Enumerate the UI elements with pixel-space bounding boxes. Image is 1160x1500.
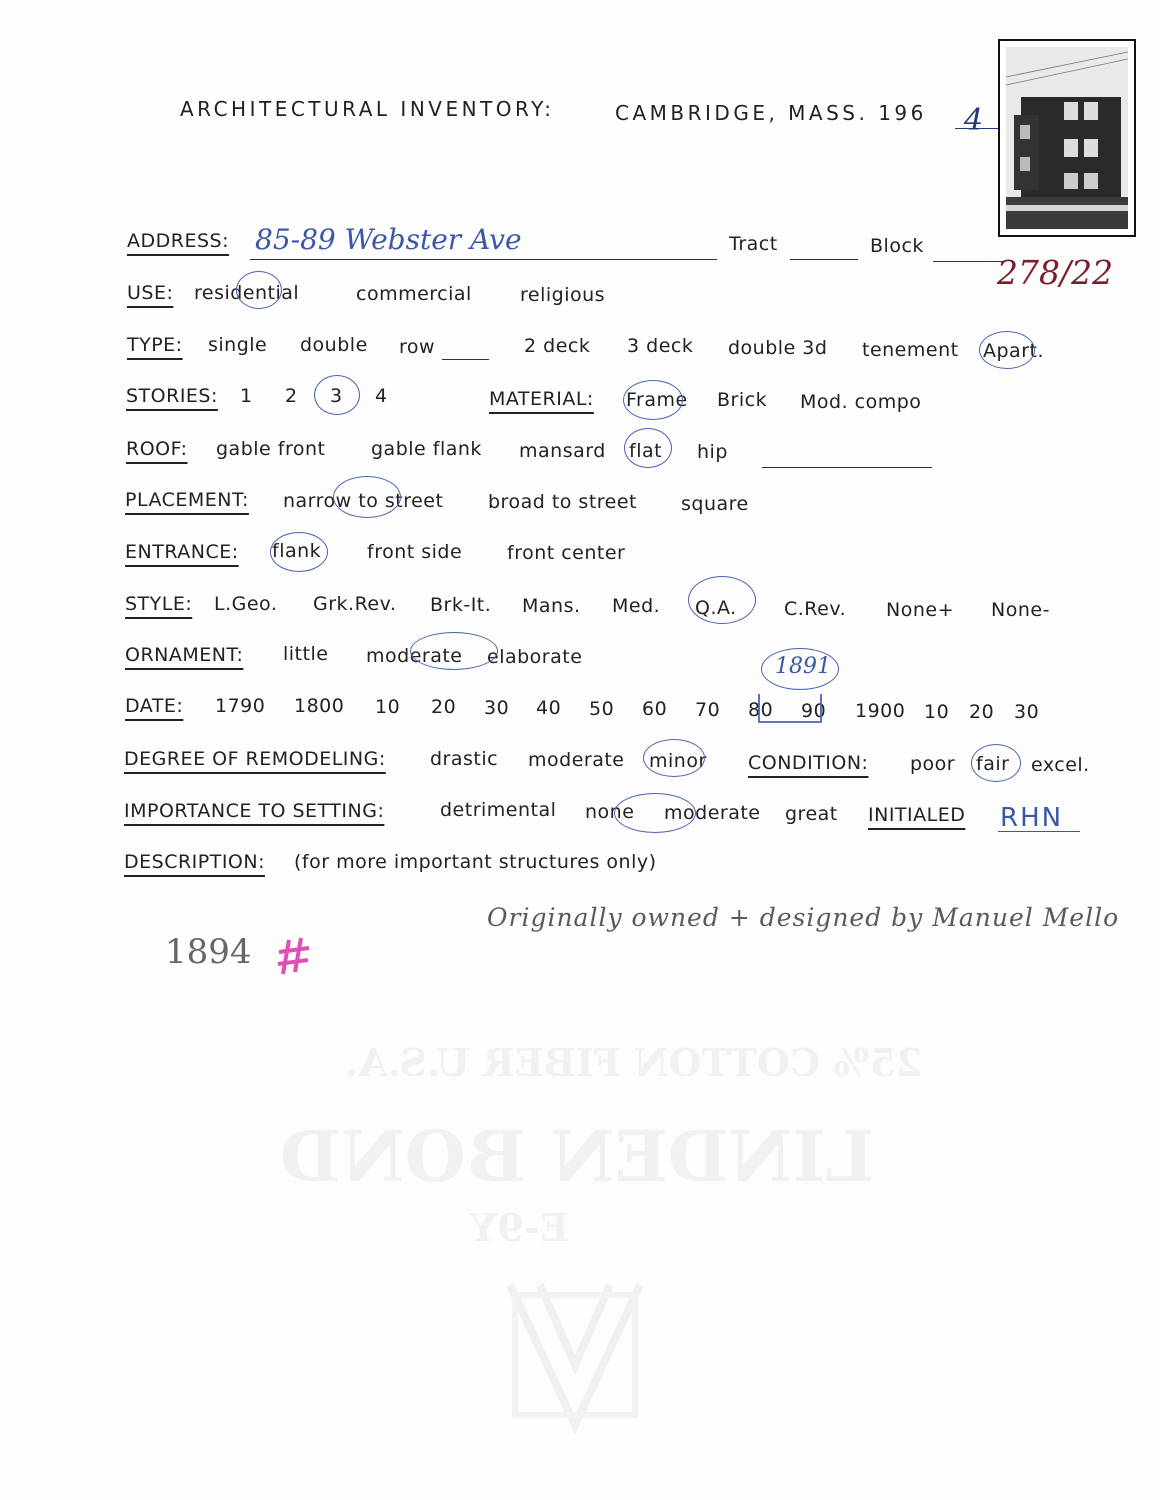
use-commercial: commercial xyxy=(356,283,472,305)
year-underline xyxy=(955,128,1000,129)
placement-label: PLACEMENT: xyxy=(125,489,249,511)
initialed-value: RHN xyxy=(1000,803,1064,833)
date-30: 30 xyxy=(484,697,510,719)
type-row: row xyxy=(399,336,436,358)
use-residential: residential xyxy=(194,282,300,304)
style-crev: C.Rev. xyxy=(784,598,847,620)
watermark-emblem xyxy=(500,1275,650,1435)
stories-2: 2 xyxy=(285,385,298,407)
type-tenement: tenement xyxy=(862,339,959,361)
date-90: 90 xyxy=(801,700,827,722)
ornament-label: ORNAMENT: xyxy=(125,644,244,666)
date-20: 20 xyxy=(431,696,457,718)
pink-hash-mark xyxy=(277,936,313,978)
block-line xyxy=(933,261,1003,262)
description-handwritten: Originally owned + designed by Manuel Mello xyxy=(487,903,1120,932)
ornament-moderate: moderate xyxy=(366,645,463,667)
entrance-front-side: front side xyxy=(367,541,463,563)
material-frame: Frame xyxy=(626,389,688,411)
date-40: 40 xyxy=(536,697,562,719)
importance-detrimental: detrimental xyxy=(440,799,557,821)
material-mod-compo: Mod. compo xyxy=(800,391,922,413)
condition-label: CONDITION: xyxy=(748,752,869,774)
type-3-deck: 3 deck xyxy=(627,335,694,357)
tract-line xyxy=(790,259,858,260)
date-20-b: 20 xyxy=(969,701,995,723)
description-year-note: 1894 xyxy=(165,932,252,972)
use-label: USE: xyxy=(127,282,174,304)
block-number: 278/22 xyxy=(997,253,1114,292)
type-label: TYPE: xyxy=(127,334,183,356)
date-50: 50 xyxy=(589,698,615,720)
placement-narrow-circle xyxy=(333,476,401,518)
stories-4: 4 xyxy=(375,385,388,407)
entrance-label: ENTRANCE: xyxy=(125,541,239,563)
address-line xyxy=(250,259,717,260)
condition-fair: fair xyxy=(976,753,1010,775)
roof-hip: hip xyxy=(697,441,728,463)
address-value: 85-89 Webster Ave xyxy=(255,223,522,256)
type-row-line xyxy=(442,359,489,360)
type-single: single xyxy=(208,334,268,356)
remodeling-drastic: drastic xyxy=(430,748,499,770)
roof-flat-circle xyxy=(624,428,672,468)
date-70: 70 xyxy=(695,699,721,721)
importance-moderate: moderate xyxy=(664,802,761,824)
importance-label: IMPORTANCE TO SETTING: xyxy=(124,800,385,822)
type-double: double xyxy=(300,334,368,356)
style-none-plus: None+ xyxy=(886,599,954,621)
date-80: 80 xyxy=(748,699,774,721)
style-med: Med. xyxy=(612,595,661,617)
style-none-minus: None- xyxy=(991,599,1050,621)
ornament-elaborate: elaborate xyxy=(487,646,583,668)
description-label: DESCRIPTION: xyxy=(124,851,266,873)
stories-1: 1 xyxy=(240,385,253,407)
block-label: Block xyxy=(870,235,924,257)
type-2-deck: 2 deck xyxy=(524,335,591,357)
material-brick: Brick xyxy=(717,389,768,411)
description-note: (for more important structures only) xyxy=(294,851,657,873)
condition-fair-circle xyxy=(971,744,1021,782)
date-1790: 1790 xyxy=(215,695,266,717)
type-double-3d: double 3d xyxy=(728,337,828,359)
entrance-front-center: front center xyxy=(507,542,626,564)
ornament-circle xyxy=(410,632,498,670)
style-label: STYLE: xyxy=(125,593,193,615)
date-handwritten-year: 1891 xyxy=(775,654,831,679)
condition-poor: poor xyxy=(910,753,956,775)
roof-label: ROOF: xyxy=(126,438,188,460)
use-religious: religious xyxy=(520,284,606,306)
roof-flat: flat xyxy=(629,440,663,462)
building-photo xyxy=(998,39,1136,237)
roof-other-line xyxy=(762,467,932,468)
stories-3-circle xyxy=(314,375,360,415)
placement-broad: broad to street xyxy=(488,491,638,513)
initialed-underline xyxy=(998,831,1080,832)
ornament-little: little xyxy=(283,643,329,665)
material-label: MATERIAL: xyxy=(489,388,594,410)
remodeling-minor: minor xyxy=(649,750,707,772)
watermark-line-3: E-9Y xyxy=(470,1205,570,1250)
importance-circle xyxy=(614,793,696,833)
remodeling-moderate: moderate xyxy=(528,749,625,771)
use-residential-circle xyxy=(236,271,282,309)
tract-label: Tract xyxy=(729,233,778,255)
date-10: 10 xyxy=(375,696,401,718)
initialed-label: INITIALED xyxy=(868,804,966,826)
style-qa-circle xyxy=(688,576,756,624)
roof-mansard: mansard xyxy=(519,440,606,462)
watermark-line-1: 25% COTTON FIBER U.S.A. xyxy=(345,1040,923,1085)
type-apart: Apart. xyxy=(983,340,1045,362)
remodeling-label: DEGREE OF REMODELING: xyxy=(124,748,386,770)
remodeling-minor-circle xyxy=(643,739,705,777)
date-60: 60 xyxy=(642,698,668,720)
roof-gable-front: gable front xyxy=(216,438,326,460)
entrance-flank-circle xyxy=(270,532,328,572)
importance-great: great xyxy=(785,803,838,825)
style-grkrev: Grk.Rev. xyxy=(313,593,397,615)
condition-excel: excel. xyxy=(1031,754,1090,776)
entrance-flank: flank xyxy=(272,540,322,562)
date-30-b: 30 xyxy=(1014,701,1040,723)
style-lgeo: L.Geo. xyxy=(214,593,278,615)
date-10-b: 10 xyxy=(924,701,950,723)
material-frame-circle xyxy=(623,380,683,420)
date-1800: 1800 xyxy=(294,695,345,717)
date-bracket-mark xyxy=(755,690,827,730)
stories-label: STORIES: xyxy=(126,385,218,407)
year-digit: 4 xyxy=(964,103,984,138)
date-1900: 1900 xyxy=(855,700,906,722)
date-year-circle xyxy=(761,648,839,690)
placement-narrow: narrow to street xyxy=(283,490,444,512)
stories-3: 3 xyxy=(330,385,343,407)
style-brkit: Brk-It. xyxy=(430,594,492,616)
style-qa: Q.A. xyxy=(695,597,737,619)
address-label: ADDRESS: xyxy=(127,230,229,252)
date-label: DATE: xyxy=(125,695,184,717)
importance-none: none xyxy=(585,801,635,823)
watermark-line-2: LINDEN BOND xyxy=(280,1115,875,1198)
form-city: CAMBRIDGE, MASS. 196 xyxy=(615,101,927,125)
placement-square: square xyxy=(681,493,749,515)
type-apart-circle xyxy=(979,331,1035,369)
style-mans: Mans. xyxy=(522,595,581,617)
roof-gable-flank: gable flank xyxy=(371,438,482,460)
form-title: ARCHITECTURAL INVENTORY: xyxy=(180,97,555,121)
